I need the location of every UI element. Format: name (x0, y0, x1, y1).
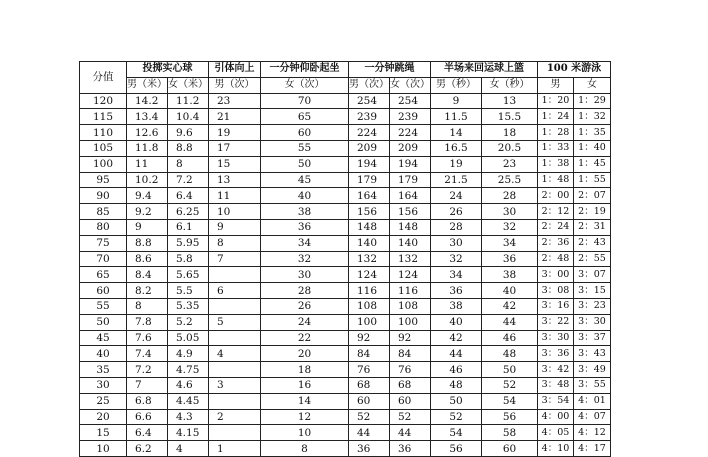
situp-female-cell: 20 (261, 346, 349, 362)
table-row (80, 93, 611, 109)
bb-female-cell: 25.5 (482, 172, 538, 188)
swim-male-cell: 3：42 (538, 362, 574, 378)
shot-female-cell: 5.65 (168, 267, 209, 283)
swim-male-cell: 3：22 (538, 314, 574, 330)
swim-male-cell: 3：08 (538, 283, 574, 299)
pull-male-cell: 8 (209, 235, 261, 251)
shot-male-cell: 9.2 (127, 204, 168, 220)
shot-female-cell: 5.95 (168, 235, 209, 251)
shot-female-cell: 4 (168, 441, 209, 457)
rope-female-cell: 84 (390, 346, 431, 362)
situp-female-cell: 28 (261, 283, 349, 299)
table-row (80, 251, 611, 267)
table-row (80, 204, 611, 220)
score-cell: 55 (80, 298, 127, 314)
pull-male-cell (209, 393, 261, 409)
pull-male-cell: 21 (209, 109, 261, 125)
shot-female-cell: 4.45 (168, 393, 209, 409)
header-pull-male: 男（次） (209, 77, 261, 93)
bb-female-cell: 46 (482, 330, 538, 346)
situp-female-cell: 24 (261, 314, 349, 330)
situp-female-cell: 38 (261, 204, 349, 220)
bb-female-cell: 60 (482, 441, 538, 457)
pull-male-cell: 6 (209, 283, 261, 299)
rope-male-cell: 60 (349, 393, 390, 409)
shot-male-cell: 7.2 (127, 362, 168, 378)
shot-male-cell: 8.4 (127, 267, 168, 283)
swim-male-cell: 3：48 (538, 377, 574, 393)
shot-male-cell: 8 (127, 298, 168, 314)
table-row (80, 219, 611, 235)
shot-male-cell: 13.4 (127, 109, 168, 125)
header-score: 分值 (80, 62, 127, 94)
bb-male-cell: 28 (431, 219, 482, 235)
rope-male-cell: 132 (349, 251, 390, 267)
swim-female-cell: 4：12 (574, 425, 611, 441)
pull-male-cell: 10 (209, 204, 261, 220)
rope-female-cell: 254 (390, 93, 431, 109)
shot-female-cell: 4.6 (168, 377, 209, 393)
shot-male-cell: 9 (127, 219, 168, 235)
shot-male-cell: 10.2 (127, 172, 168, 188)
pull-male-cell: 23 (209, 93, 261, 109)
header-swimming: 100 米游泳 (538, 62, 611, 78)
table-row (80, 362, 611, 378)
bb-male-cell: 48 (431, 377, 482, 393)
rope-female-cell: 209 (390, 140, 431, 156)
rope-male-cell: 84 (349, 346, 390, 362)
bb-female-cell: 38 (482, 267, 538, 283)
bb-female-cell: 58 (482, 425, 538, 441)
rope-female-cell: 124 (390, 267, 431, 283)
score-cell: 120 (80, 93, 127, 109)
swim-male-cell: 2：36 (538, 235, 574, 251)
header-bb-male: 男（秒） (431, 77, 482, 93)
rope-female-cell: 108 (390, 298, 431, 314)
header-rope-female: 女（次） (390, 77, 431, 93)
bb-male-cell: 52 (431, 409, 482, 425)
shot-male-cell: 14.2 (127, 93, 168, 109)
rope-female-cell: 239 (390, 109, 431, 125)
bb-male-cell: 34 (431, 267, 482, 283)
shot-female-cell: 5.05 (168, 330, 209, 346)
bb-female-cell: 52 (482, 377, 538, 393)
pull-male-cell (209, 330, 261, 346)
pull-male-cell: 3 (209, 377, 261, 393)
rope-male-cell: 76 (349, 362, 390, 378)
bb-male-cell: 50 (431, 393, 482, 409)
swim-female-cell: 1：45 (574, 156, 611, 172)
swim-female-cell: 3：15 (574, 283, 611, 299)
bb-male-cell: 46 (431, 362, 482, 378)
pull-male-cell (209, 267, 261, 283)
rope-male-cell: 164 (349, 188, 390, 204)
rope-male-cell: 209 (349, 140, 390, 156)
score-cell: 25 (80, 393, 127, 409)
rope-male-cell: 194 (349, 156, 390, 172)
pull-male-cell: 1 (209, 441, 261, 457)
shot-male-cell: 12.6 (127, 125, 168, 141)
table-row (80, 172, 611, 188)
rope-male-cell: 254 (349, 93, 390, 109)
table-row (80, 283, 611, 299)
score-cell: 75 (80, 235, 127, 251)
table-row (80, 346, 611, 362)
table-row (80, 425, 611, 441)
rope-female-cell: 140 (390, 235, 431, 251)
shot-female-cell: 4.75 (168, 362, 209, 378)
bb-male-cell: 19 (431, 156, 482, 172)
swim-female-cell: 1：32 (574, 109, 611, 125)
bb-male-cell: 30 (431, 235, 482, 251)
situp-female-cell: 50 (261, 156, 349, 172)
swim-male-cell: 3：36 (538, 346, 574, 362)
shot-male-cell: 8.2 (127, 283, 168, 299)
bb-female-cell: 28 (482, 188, 538, 204)
table-row (80, 377, 611, 393)
pull-male-cell: 11 (209, 188, 261, 204)
table-header (80, 62, 611, 94)
bb-female-cell: 23 (482, 156, 538, 172)
swim-male-cell: 2：12 (538, 204, 574, 220)
swim-female-cell: 1：55 (574, 172, 611, 188)
situp-female-cell: 16 (261, 377, 349, 393)
pull-male-cell: 5 (209, 314, 261, 330)
pull-male-cell (209, 298, 261, 314)
rope-male-cell: 140 (349, 235, 390, 251)
bb-female-cell: 36 (482, 251, 538, 267)
bb-male-cell: 40 (431, 314, 482, 330)
swim-female-cell: 3：43 (574, 346, 611, 362)
swim-female-cell: 1：35 (574, 125, 611, 141)
rope-male-cell: 156 (349, 204, 390, 220)
shot-male-cell: 11 (127, 156, 168, 172)
rope-female-cell: 100 (390, 314, 431, 330)
shot-male-cell: 6.4 (127, 425, 168, 441)
rope-female-cell: 92 (390, 330, 431, 346)
score-cell: 100 (80, 156, 127, 172)
score-cell: 45 (80, 330, 127, 346)
rope-male-cell: 224 (349, 125, 390, 141)
bb-female-cell: 56 (482, 409, 538, 425)
situp-female-cell: 40 (261, 188, 349, 204)
shot-female-cell: 5.8 (168, 251, 209, 267)
bb-male-cell: 54 (431, 425, 482, 441)
swim-male-cell: 4：10 (538, 441, 574, 457)
rope-male-cell: 44 (349, 425, 390, 441)
score-cell: 60 (80, 283, 127, 299)
header-bb-female: 女（秒） (482, 77, 538, 93)
shot-female-cell: 6.25 (168, 204, 209, 220)
score-cell: 115 (80, 109, 127, 125)
bb-male-cell: 11.5 (431, 109, 482, 125)
situp-female-cell: 32 (261, 251, 349, 267)
bb-male-cell: 14 (431, 125, 482, 141)
table-body (80, 93, 611, 456)
shot-female-cell: 9.6 (168, 125, 209, 141)
rope-male-cell: 68 (349, 377, 390, 393)
shot-female-cell: 5.2 (168, 314, 209, 330)
swim-female-cell: 3：37 (574, 330, 611, 346)
pull-male-cell: 9 (209, 219, 261, 235)
situp-female-cell: 55 (261, 140, 349, 156)
swim-male-cell: 1：20 (538, 93, 574, 109)
situp-female-cell: 36 (261, 219, 349, 235)
rope-male-cell: 124 (349, 267, 390, 283)
table-row (80, 393, 611, 409)
rope-female-cell: 68 (390, 377, 431, 393)
situp-female-cell: 10 (261, 425, 349, 441)
shot-male-cell: 6.8 (127, 393, 168, 409)
table-row (80, 109, 611, 125)
score-cell: 10 (80, 441, 127, 457)
swim-female-cell: 2：43 (574, 235, 611, 251)
swim-female-cell: 2：07 (574, 188, 611, 204)
rope-male-cell: 52 (349, 409, 390, 425)
table-row (80, 235, 611, 251)
rope-male-cell: 108 (349, 298, 390, 314)
bb-female-cell: 20.5 (482, 140, 538, 156)
situp-female-cell: 60 (261, 125, 349, 141)
bb-male-cell: 16.5 (431, 140, 482, 156)
swim-female-cell: 3：55 (574, 377, 611, 393)
pull-male-cell: 19 (209, 125, 261, 141)
pull-male-cell: 4 (209, 346, 261, 362)
table-row (80, 330, 611, 346)
rope-male-cell: 116 (349, 283, 390, 299)
shot-female-cell: 4.15 (168, 425, 209, 441)
bb-female-cell: 44 (482, 314, 538, 330)
swim-female-cell: 3：23 (574, 298, 611, 314)
score-cell: 65 (80, 267, 127, 283)
bb-female-cell: 40 (482, 283, 538, 299)
table-row (80, 409, 611, 425)
shot-female-cell: 8.8 (168, 140, 209, 156)
table-row (80, 156, 611, 172)
score-cell: 15 (80, 425, 127, 441)
situp-female-cell: 70 (261, 93, 349, 109)
pull-male-cell (209, 425, 261, 441)
bb-female-cell: 30 (482, 204, 538, 220)
table-row (80, 188, 611, 204)
shot-male-cell: 8.6 (127, 251, 168, 267)
swim-female-cell: 3：07 (574, 267, 611, 283)
bb-male-cell: 21.5 (431, 172, 482, 188)
header-basketball: 半场来回运球上篮 (431, 62, 538, 78)
rope-male-cell: 239 (349, 109, 390, 125)
pull-male-cell: 7 (209, 251, 261, 267)
header-row-sub (80, 77, 611, 93)
rope-female-cell: 116 (390, 283, 431, 299)
swim-male-cell: 3：16 (538, 298, 574, 314)
rope-female-cell: 36 (390, 441, 431, 457)
swim-female-cell: 3：30 (574, 314, 611, 330)
score-table (79, 61, 611, 457)
bb-female-cell: 50 (482, 362, 538, 378)
shot-male-cell: 9.4 (127, 188, 168, 204)
swim-female-cell: 3：49 (574, 362, 611, 378)
header-shot-put: 投掷实心球 (127, 62, 209, 78)
bb-male-cell: 32 (431, 251, 482, 267)
swim-female-cell: 1：40 (574, 140, 611, 156)
score-cell: 85 (80, 204, 127, 220)
rope-female-cell: 44 (390, 425, 431, 441)
bb-female-cell: 13 (482, 93, 538, 109)
swim-female-cell: 4：07 (574, 409, 611, 425)
shot-male-cell: 7.8 (127, 314, 168, 330)
swim-male-cell: 1：28 (538, 125, 574, 141)
table-row (80, 314, 611, 330)
table-row (80, 267, 611, 283)
situp-female-cell: 34 (261, 235, 349, 251)
shot-female-cell: 6.1 (168, 219, 209, 235)
shot-female-cell: 7.2 (168, 172, 209, 188)
shot-male-cell: 6.2 (127, 441, 168, 457)
rope-female-cell: 60 (390, 393, 431, 409)
table-row (80, 125, 611, 141)
swim-male-cell: 2：48 (538, 251, 574, 267)
swim-male-cell: 4：00 (538, 409, 574, 425)
shot-female-cell: 4.9 (168, 346, 209, 362)
shot-female-cell: 10.4 (168, 109, 209, 125)
bb-male-cell: 36 (431, 283, 482, 299)
rope-male-cell: 100 (349, 314, 390, 330)
bb-female-cell: 54 (482, 393, 538, 409)
header-pull-up: 引体向上 (209, 62, 261, 78)
header-swim-female: 女 (574, 77, 611, 93)
rope-male-cell: 92 (349, 330, 390, 346)
situp-female-cell: 14 (261, 393, 349, 409)
bb-male-cell: 44 (431, 346, 482, 362)
header-row-groups (80, 62, 611, 78)
table-row (80, 140, 611, 156)
shot-female-cell: 5.5 (168, 283, 209, 299)
rope-male-cell: 148 (349, 219, 390, 235)
shot-male-cell: 7 (127, 377, 168, 393)
rope-male-cell: 179 (349, 172, 390, 188)
swim-male-cell: 2：00 (538, 188, 574, 204)
swim-female-cell: 1：29 (574, 93, 611, 109)
score-cell: 50 (80, 314, 127, 330)
pull-male-cell: 15 (209, 156, 261, 172)
swim-male-cell: 1：33 (538, 140, 574, 156)
header-rope-male: 男（次） (349, 77, 390, 93)
pull-male-cell: 13 (209, 172, 261, 188)
swim-female-cell: 2：19 (574, 204, 611, 220)
shot-male-cell: 11.8 (127, 140, 168, 156)
rope-female-cell: 179 (390, 172, 431, 188)
swim-male-cell: 2：24 (538, 219, 574, 235)
bb-male-cell: 42 (431, 330, 482, 346)
rope-female-cell: 52 (390, 409, 431, 425)
score-cell: 80 (80, 219, 127, 235)
shot-male-cell: 7.6 (127, 330, 168, 346)
pull-male-cell: 2 (209, 409, 261, 425)
shot-female-cell: 8 (168, 156, 209, 172)
header-shot-female: 女（米） (168, 77, 209, 93)
swim-female-cell: 4：17 (574, 441, 611, 457)
swim-male-cell: 3：54 (538, 393, 574, 409)
swim-female-cell: 4：01 (574, 393, 611, 409)
shot-male-cell: 6.6 (127, 409, 168, 425)
score-cell: 70 (80, 251, 127, 267)
situp-female-cell: 18 (261, 362, 349, 378)
rope-female-cell: 156 (390, 204, 431, 220)
rope-female-cell: 132 (390, 251, 431, 267)
bb-female-cell: 42 (482, 298, 538, 314)
bb-female-cell: 32 (482, 219, 538, 235)
shot-male-cell: 8.8 (127, 235, 168, 251)
shot-female-cell: 5.35 (168, 298, 209, 314)
header-rope-skipping: 一分钟跳绳 (349, 62, 431, 78)
situp-female-cell: 26 (261, 298, 349, 314)
header-situp-female: 女（次） (261, 77, 349, 93)
situp-female-cell: 8 (261, 441, 349, 457)
header-shot-male: 男（米） (127, 77, 168, 93)
rope-female-cell: 164 (390, 188, 431, 204)
bb-female-cell: 18 (482, 125, 538, 141)
bb-male-cell: 38 (431, 298, 482, 314)
swim-male-cell: 1：24 (538, 109, 574, 125)
rope-female-cell: 224 (390, 125, 431, 141)
score-cell: 20 (80, 409, 127, 425)
rope-male-cell: 36 (349, 441, 390, 457)
bb-female-cell: 34 (482, 235, 538, 251)
situp-female-cell: 45 (261, 172, 349, 188)
shot-female-cell: 11.2 (168, 93, 209, 109)
situp-female-cell: 22 (261, 330, 349, 346)
rope-female-cell: 194 (390, 156, 431, 172)
swim-male-cell: 3：00 (538, 267, 574, 283)
situp-female-cell: 12 (261, 409, 349, 425)
situp-female-cell: 65 (261, 109, 349, 125)
score-cell: 90 (80, 188, 127, 204)
shot-male-cell: 7.4 (127, 346, 168, 362)
swim-male-cell: 1：38 (538, 156, 574, 172)
swim-female-cell: 2：55 (574, 251, 611, 267)
score-cell: 95 (80, 172, 127, 188)
table-row (80, 441, 611, 457)
bb-female-cell: 48 (482, 346, 538, 362)
score-cell: 110 (80, 125, 127, 141)
bb-female-cell: 15.5 (482, 109, 538, 125)
score-cell: 30 (80, 377, 127, 393)
pull-male-cell: 17 (209, 140, 261, 156)
swim-male-cell: 4：05 (538, 425, 574, 441)
header-swim-male: 男 (538, 77, 574, 93)
score-cell: 105 (80, 140, 127, 156)
pull-male-cell (209, 362, 261, 378)
shot-female-cell: 6.4 (168, 188, 209, 204)
shot-female-cell: 4.3 (168, 409, 209, 425)
score-cell: 40 (80, 346, 127, 362)
situp-female-cell: 30 (261, 267, 349, 283)
bb-male-cell: 56 (431, 441, 482, 457)
rope-female-cell: 148 (390, 219, 431, 235)
rope-female-cell: 76 (390, 362, 431, 378)
swim-male-cell: 3：30 (538, 330, 574, 346)
bb-male-cell: 24 (431, 188, 482, 204)
header-sit-up: 一分钟仰卧起坐 (261, 62, 349, 78)
table-row (80, 298, 611, 314)
score-cell: 35 (80, 362, 127, 378)
bb-male-cell: 26 (431, 204, 482, 220)
swim-female-cell: 2：31 (574, 219, 611, 235)
bb-male-cell: 9 (431, 93, 482, 109)
swim-male-cell: 1：48 (538, 172, 574, 188)
